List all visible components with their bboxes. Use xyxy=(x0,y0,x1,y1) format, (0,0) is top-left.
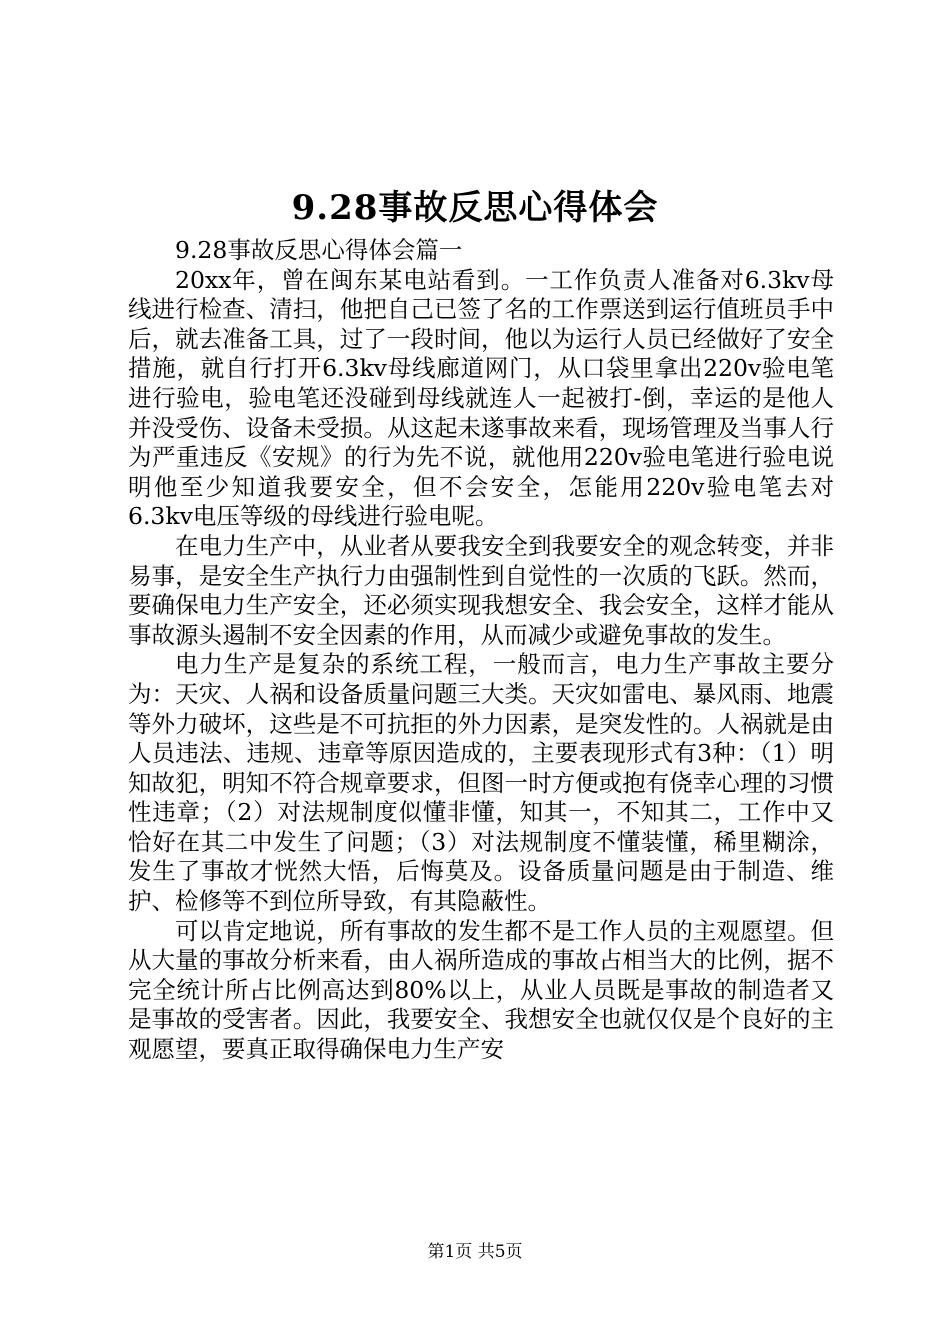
paragraph-1: 20xx年，曾在闽东某电站看到。一工作负责人准备对6.3kv母线进行检查、清扫，他把自己已签了名的工作票送到运行值班员手中后，就去准备工具，过了一段时间，他以为运行人员已经做好了安全措施，就自行打开6.3kv母线廊道网门，从口袋里拿出220v验电笔进行验电，验电笔还没碰到母线就连人一起被打-倒，幸运的是他人并没受伤、设备未受损。从这起未遂事故来看，现场管理及当事人行为严重违反《安规》的行为先不说，就他用220v验电笔进行验电说明他至少知道我要安全，但不会安全，怎能用220v验电笔去对6.3kv电压等级的母线进行验电呢。 xyxy=(128,265,834,531)
page-footer: 第1页 共5页 xyxy=(427,1242,523,1262)
paragraph-2: 在电力生产中，从业者从要我安全到我要安全的观念转变，并非易事，是安全生产执行力由强制性到自觉性的一次质的飞跃。然而，要确保电力生产安全，还必须实现我想安全、我会安全，这样才能从事故源头遏制不安全因素的作用，从而减少或避免事故的发生。 xyxy=(128,531,834,649)
paragraph-4: 可以肯定地说，所有事故的发生都不是工作人员的主观愿望。但从大量的事故分析来看，由人祸所造成的事故占相当大的比例，据不完全统计所占比例高达到80%以上，从业人员既是事故的制造者又是事故的受害者。因此，我要安全、我想安全也就仅仅是个良好的主观愿望，要真正取得确保电力生产安 xyxy=(128,916,834,1064)
document-body xyxy=(128,236,834,1065)
document-title: 9.28事故反思心得体会 xyxy=(291,188,659,228)
section-subheading: 9.28事故反思心得体会篇一 xyxy=(175,236,463,264)
paragraph-3: 电力生产是复杂的系统工程，一般而言，电力生产事故主要分为：天灾、人祸和设备质量问题三大类。天灾如雷电、暴风雨、地震等外力破坏，这些是不可抗拒的外力因素，是突发性的。人祸就是由人员违法、违规、违章等原因造成的，主要表现形式有3种：（1）明知故犯，明知不符合规章要求，但图一时方便或抱有侥幸心理的习惯性违章；（2）对法规制度似懂非懂，知其一，不知其二，工作中又恰好在其二中发生了问题；（3）对法规制度不懂装懂，稀里糊涂，发生了事故才恍然大悟，后悔莫及。设备质量问题是由于制造、维护、检修等不到位所导致，有其隐蔽性。 xyxy=(128,650,834,916)
